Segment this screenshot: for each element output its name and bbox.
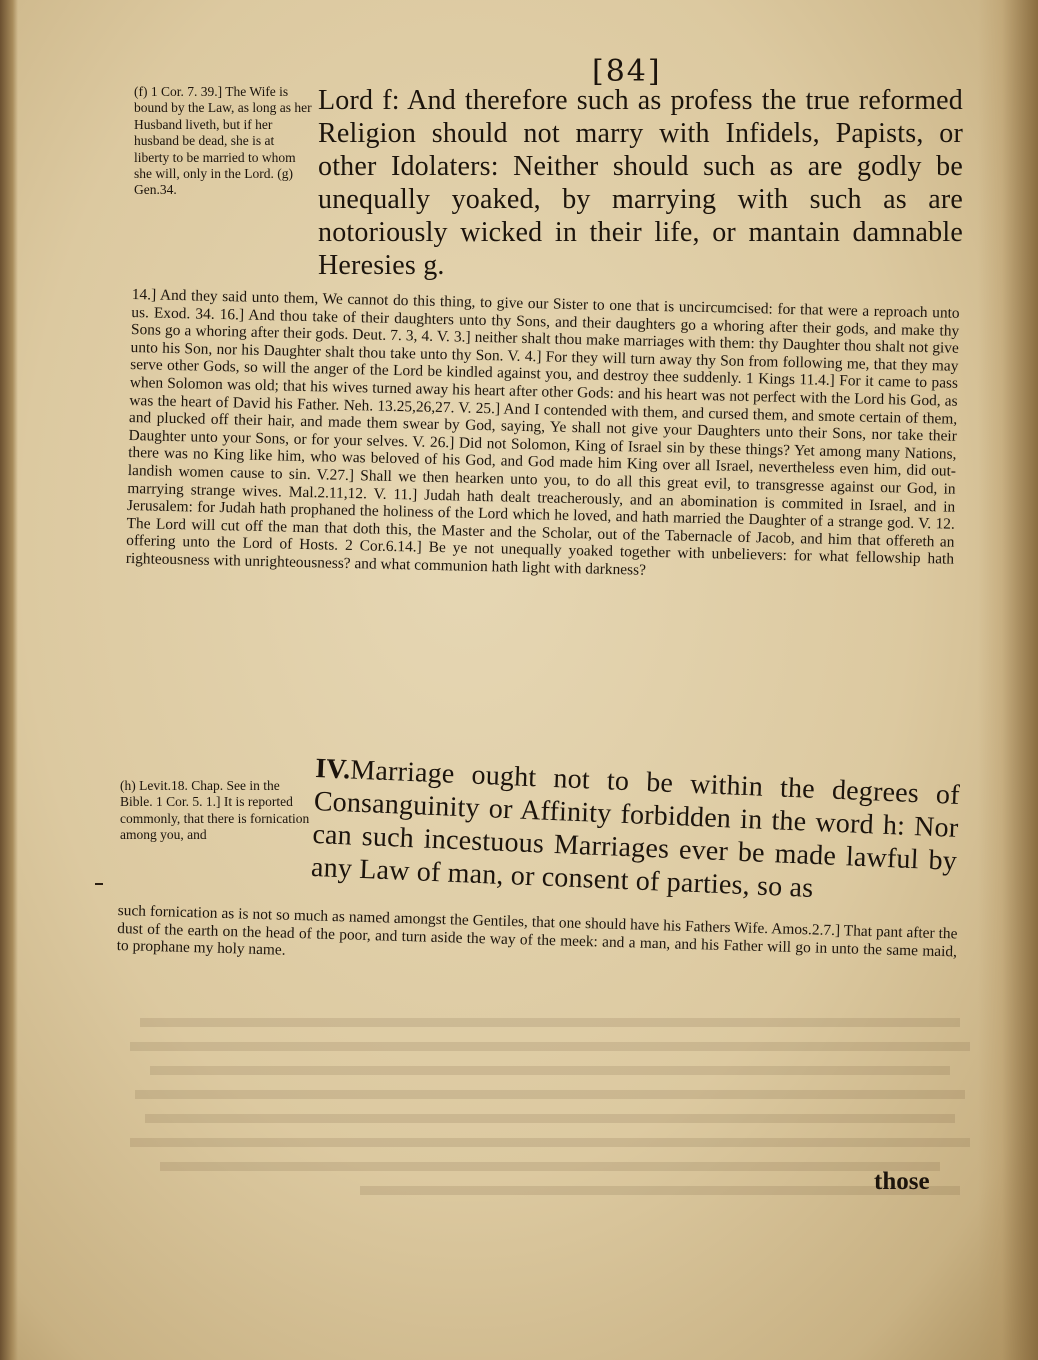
section-heading: IV. [314, 752, 352, 786]
show-through-bleed [110, 1010, 970, 1220]
paragraph-one: Lord f: And therefore such as profess the true reformed Religion should not marry with Infidels, Papists, or other Idolaters: Neither should such as are godly be unequally yoaked, by marrying with such as are notoriously wicked in their life, or mantain damnable Heresies g. [318, 85, 963, 281]
page-left-edge [0, 0, 18, 1360]
page-number: [84] [592, 54, 662, 89]
margin-dash [95, 883, 103, 885]
page-right-edge [978, 0, 1038, 1360]
paragraph-four [310, 752, 960, 911]
section-text: Marriage ought not to be within the degrees of Consanguinity or Affinity forbidden in the word h: Nor can such incestuous Marriages ever be made lawful by any Law of man, or consent of parties, so as [310, 754, 961, 904]
bleed-lines [110, 1010, 970, 1220]
proof-text-two: such fornication as is not so much as named amongst the Gentiles, that one should have his Fathers Wife. Amos.2.7.] That pant after the dust of the earth on the head of the poor, and turn aside the way of the meek: and a man, and his Father will go in unto the same maid, to prophane my holy name. [116, 902, 958, 961]
catchword: those [874, 1168, 930, 1195]
proof-text-one: 14.] And they said unto them, We cannot do this thing, to give our Sister to one that is uncircumcised: for that were a reproach unto us. Exod. 34. 16.] And thou take of their daughters unto thy Sons, and their daughters go a whoring after their gods, and make thy Sons go a whoring after their gods. Deut. 7. 3, 4. V. 3.] neither shalt thou make marriages with them: thy Daughter thou shalt not give unto his Son, nor his Daughter shalt thou take unto thy Son. V. 4.] For they will turn away thy Son from following me, that they may serve other Gods, so will the anger of the Lord be kindled against you, and destroy thee suddenly. 1 Kings 11.4.] For it came to pass when Solomon was old; that his wives turned away his heart after other Gods: and his heart was not perfect with the Lord his God, as was the heart of David his Father. Neh. 13.25,26,27. V. 25.] And I contended with them, and cursed them, and smote certain of them, and plucked off their hair, and made them swear by God, saying, Ye shall not give your Daughters unto their Sons, nor take their Daughter unto your Sons, or for your selves. V. 26.] Did not Solomon, King of Israel sin by these things? Yet among many Nations, there was no King like him, who was beloved of his God, and God made him King over all Israel, nevertheless even him, did out-landish women cause to sin. V.27.] Shall we then hearken unto you, to do all this great evil, to transgresse against our God, in marrying strange wives. Mal.2.11,12. V. 11.] Judah hath dealt treacherously, and an abomination is commited in Israel, and in Jerusalem: for Judah hath prophaned the holiness of the Lord which he loved, and hath married the Daughter of a strange god. V. 12. The Lord will cut off the man that doth this, the Master and the Scholar, out of the Tabernacle of Jacob, and him that offereth an offering unto the Lord of Hosts. 2 Cor.6.14.] Be ye not unequally yoaked together with unbelievers: for what fellowship hath righteousness with unrighteousness? and what communion hath light with darkness? [125, 286, 960, 579]
margin-note-f: (f) 1 Cor. 7. 39.] The Wife is bound by the Law, as long as her Husband liveth, but if her husband be dead, she is at liberty to be married to whom she will, only in the Lord. (g) Gen.34. [134, 84, 312, 198]
margin-note-h: (h) Levit.18. Chap. See in the Bible. 1 Cor. 5. 1.] It is reported commonly, that there is fornication among you, and [120, 778, 310, 843]
